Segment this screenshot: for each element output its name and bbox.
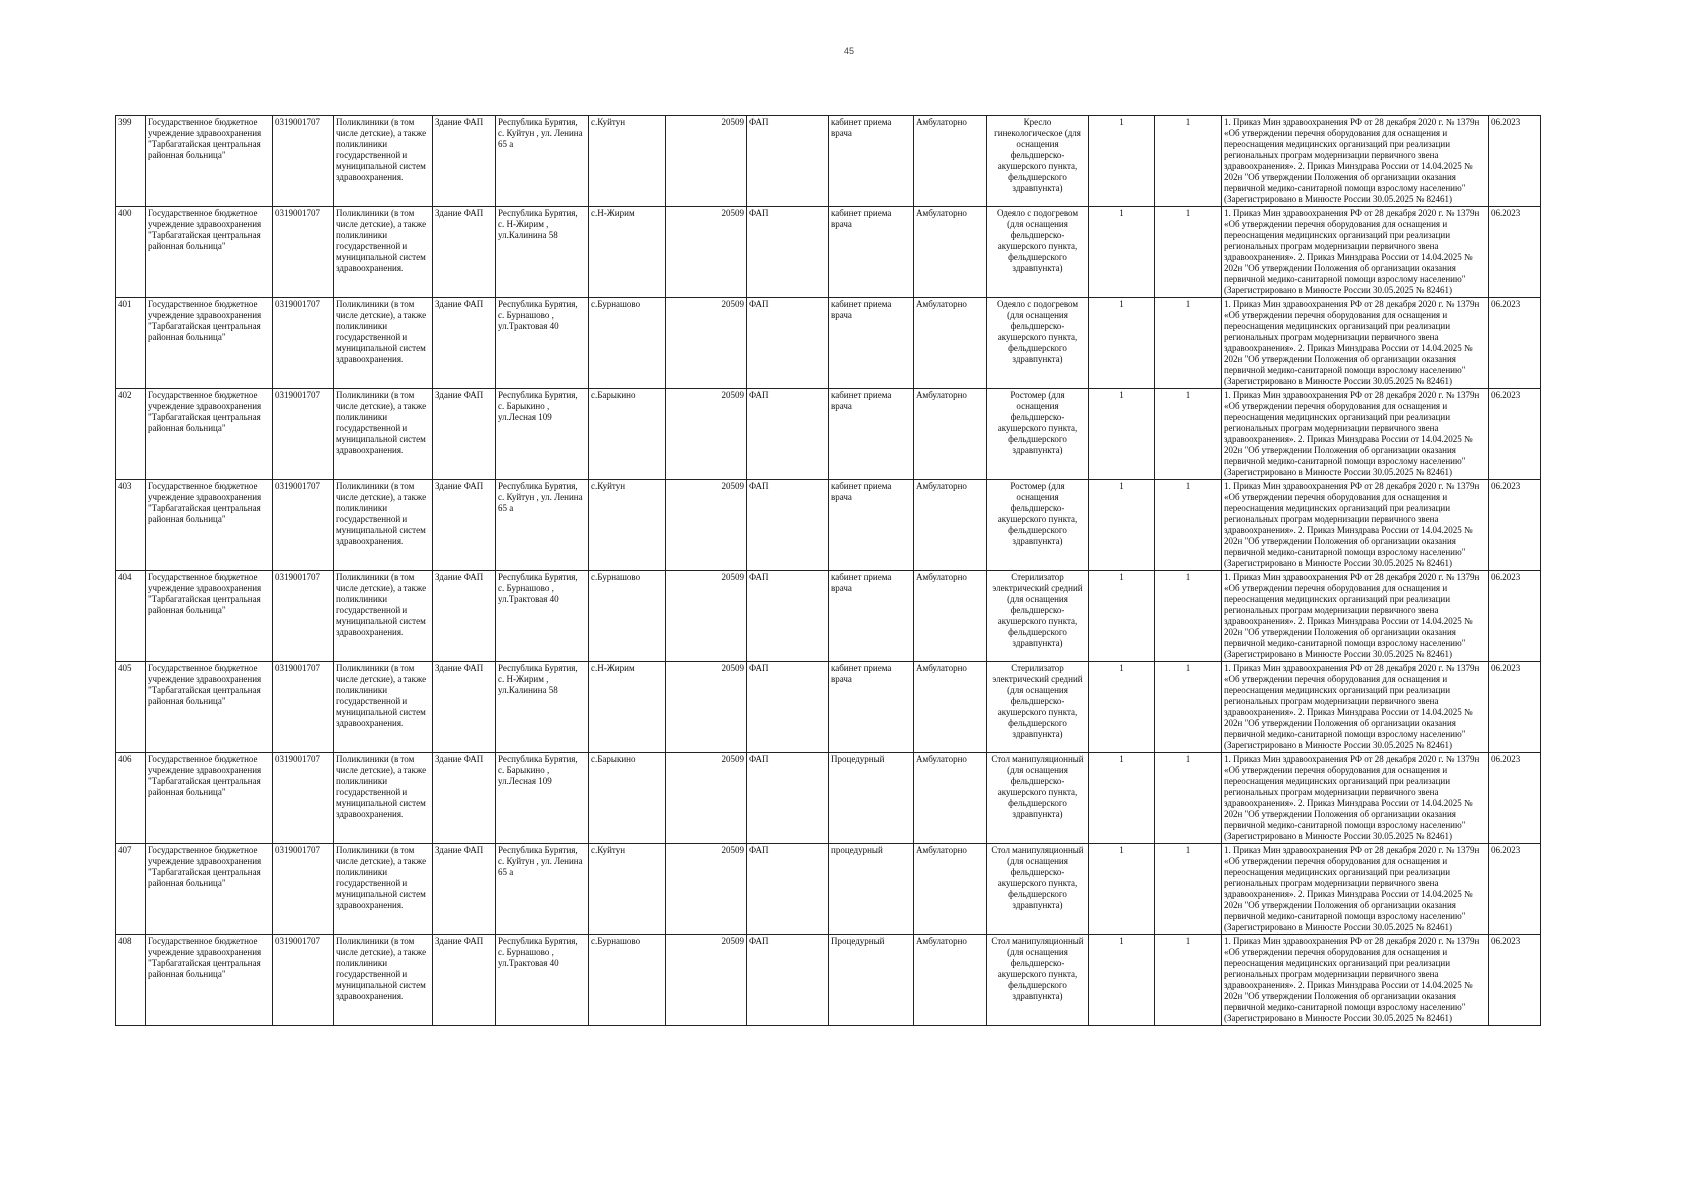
settlement-cell: с.Барыкино bbox=[589, 753, 666, 844]
row-number-cell: 408 bbox=[116, 935, 146, 1026]
fap-cell: ФАП bbox=[747, 935, 829, 1026]
facility-type-cell: Поликлиники (в том числе детские), а также поликлиники государственной и муниципальной систем здравоохранения. bbox=[334, 116, 433, 207]
equipment-cell: Стол манипуляционный (для оснащения фельдшерско-акушерского пункта, фельдшерского здравпункта) bbox=[987, 935, 1089, 1026]
address-cell: Республика Бурятия, с. Куйтун , ул. Ленина 65 а bbox=[496, 480, 589, 571]
row-number-cell: 401 bbox=[116, 298, 146, 389]
quantity-required-cell: 1 bbox=[1089, 662, 1155, 753]
row-number-cell: 399 bbox=[116, 116, 146, 207]
regulation-cell: 1. Приказ Мин здравоохранения РФ от 28 декабря 2020 г. № 1379н «Об утверждении перечня оборудования для оснащения и переоснащения медицинских организаций при реализации региональных програм модернизации первичного звена здравоохранения». 2. Приказ Минздрава России от 14.04.2025 № 202н "Об утверждении Положения об организации оказания первичной медико-санитарной помощи взрослому населению" (Зарегистрировано в Минюсте России 30.05.2025 № 82461) bbox=[1222, 753, 1489, 844]
fap-cell: ФАП bbox=[747, 207, 829, 298]
quantity-required-cell: 1 bbox=[1089, 935, 1155, 1026]
building-cell: Здание ФАП bbox=[433, 116, 496, 207]
care-mode-cell: Амбулаторно bbox=[914, 935, 987, 1026]
cabinet-cell: кабинет приема врача bbox=[829, 389, 914, 480]
quantity-required-cell: 1 bbox=[1089, 298, 1155, 389]
cabinet-cell: Процедурный bbox=[829, 935, 914, 1026]
quantity-required-cell: 1 bbox=[1089, 844, 1155, 935]
care-mode-cell: Амбулаторно bbox=[914, 298, 987, 389]
date-cell: 06.2023 bbox=[1489, 753, 1541, 844]
care-mode-cell: Амбулаторно bbox=[914, 753, 987, 844]
organization-cell: Государственное бюджетное учреждение здравоохранения "Тарбагатайская центральная районная больница" bbox=[146, 571, 273, 662]
inn-cell: 0319001707 bbox=[273, 389, 334, 480]
table-row bbox=[116, 298, 1541, 389]
care-mode-cell: Амбулаторно bbox=[914, 571, 987, 662]
inn-cell: 0319001707 bbox=[273, 207, 334, 298]
fap-cell: ФАП bbox=[747, 662, 829, 753]
regulation-cell: 1. Приказ Мин здравоохранения РФ от 28 декабря 2020 г. № 1379н «Об утверждении перечня оборудования для оснащения и переоснащения медицинских организаций при реализации региональных програм модернизации первичного звена здравоохранения». 2. Приказ Минздрава России от 14.04.2025 № 202н "Об утверждении Положения об организации оказания первичной медико-санитарной помощи взрослому населению" (Зарегистрировано в Минюсте России 30.05.2025 № 82461) bbox=[1222, 298, 1489, 389]
fap-cell: ФАП bbox=[747, 298, 829, 389]
organization-cell: Государственное бюджетное учреждение здравоохранения "Тарбагатайская центральная районная больница" bbox=[146, 753, 273, 844]
regulation-cell: 1. Приказ Мин здравоохранения РФ от 28 декабря 2020 г. № 1379н «Об утверждении перечня оборудования для оснащения и переоснащения медицинских организаций при реализации региональных програм модернизации первичного звена здравоохранения». 2. Приказ Минздрава России от 14.04.2025 № 202н "Об утверждении Положения об организации оказания первичной медико-санитарной помощи взрослому населению" (Зарегистрировано в Минюсте России 30.05.2025 № 82461) bbox=[1222, 480, 1489, 571]
date-cell: 06.2023 bbox=[1489, 207, 1541, 298]
quantity-required-cell: 1 bbox=[1089, 207, 1155, 298]
quantity-required-cell: 1 bbox=[1089, 753, 1155, 844]
address-cell: Республика Бурятия, с. Бурнашово , ул.Трактовая 40 bbox=[496, 935, 589, 1026]
quantity-available-cell: 1 bbox=[1155, 298, 1222, 389]
regulation-cell: 1. Приказ Мин здравоохранения РФ от 28 декабря 2020 г. № 1379н «Об утверждении перечня оборудования для оснащения и переоснащения медицинских организаций при реализации региональных програм модернизации первичного звена здравоохранения». 2. Приказ Минздрава России от 14.04.2025 № 202н "Об утверждении Положения об организации оказания первичной медико-санитарной помощи взрослому населению" (Зарегистрировано в Минюсте России 30.05.2025 № 82461) bbox=[1222, 207, 1489, 298]
inn-cell: 0319001707 bbox=[273, 935, 334, 1026]
regulation-cell: 1. Приказ Мин здравоохранения РФ от 28 декабря 2020 г. № 1379н «Об утверждении перечня оборудования для оснащения и переоснащения медицинских организаций при реализации региональных програм модернизации первичного звена здравоохранения». 2. Приказ Минздрава России от 14.04.2025 № 202н "Об утверждении Положения об организации оказания первичной медико-санитарной помощи взрослому населению" (Зарегистрировано в Минюсте России 30.05.2025 № 82461) bbox=[1222, 116, 1489, 207]
fap-cell: ФАП bbox=[747, 844, 829, 935]
building-cell: Здание ФАП bbox=[433, 571, 496, 662]
table-row bbox=[116, 389, 1541, 480]
table-row bbox=[116, 480, 1541, 571]
address-cell: Республика Бурятия, с. Н-Жирим , ул.Калинина 58 bbox=[496, 207, 589, 298]
building-cell: Здание ФАП bbox=[433, 753, 496, 844]
facility-type-cell: Поликлиники (в том числе детские), а также поликлиники государственной и муниципальной систем здравоохранения. bbox=[334, 935, 433, 1026]
settlement-cell: с.Куйтун bbox=[589, 480, 666, 571]
facility-type-cell: Поликлиники (в том числе детские), а также поликлиники государственной и муниципальной систем здравоохранения. bbox=[334, 298, 433, 389]
cabinet-cell: кабинет приема врача bbox=[829, 571, 914, 662]
address-cell: Республика Бурятия, с. Бурнашово , ул.Трактовая 40 bbox=[496, 298, 589, 389]
settlement-cell: с.Куйтун bbox=[589, 116, 666, 207]
equipment-cell: Стол манипуляционный (для оснащения фельдшерско-акушерского пункта, фельдшерского здравпункта) bbox=[987, 753, 1089, 844]
organization-cell: Государственное бюджетное учреждение здравоохранения "Тарбагатайская центральная районная больница" bbox=[146, 844, 273, 935]
row-number-cell: 407 bbox=[116, 844, 146, 935]
table-body bbox=[116, 116, 1541, 1026]
inn-cell: 0319001707 bbox=[273, 298, 334, 389]
quantity-available-cell: 1 bbox=[1155, 844, 1222, 935]
regulation-cell: 1. Приказ Мин здравоохранения РФ от 28 декабря 2020 г. № 1379н «Об утверждении перечня оборудования для оснащения и переоснащения медицинских организаций при реализации региональных програм модернизации первичного звена здравоохранения». 2. Приказ Минздрава России от 14.04.2025 № 202н "Об утверждении Положения об организации оказания первичной медико-санитарной помощи взрослому населению" (Зарегистрировано в Минюсте России 30.05.2025 № 82461) bbox=[1222, 389, 1489, 480]
facility-type-cell: Поликлиники (в том числе детские), а также поликлиники государственной и муниципальной систем здравоохранения. bbox=[334, 662, 433, 753]
cabinet-cell: кабинет приема врача bbox=[829, 207, 914, 298]
regulation-cell: 1. Приказ Мин здравоохранения РФ от 28 декабря 2020 г. № 1379н «Об утверждении перечня оборудования для оснащения и переоснащения медицинских организаций при реализации региональных програм модернизации первичного звена здравоохранения». 2. Приказ Минздрава России от 14.04.2025 № 202н "Об утверждении Положения об организации оказания первичной медико-санитарной помощи взрослому населению" (Зарегистрировано в Минюсте России 30.05.2025 № 82461) bbox=[1222, 844, 1489, 935]
cabinet-cell: процедурный bbox=[829, 844, 914, 935]
address-cell: Республика Бурятия, с. Барыкино , ул.Лесная 109 bbox=[496, 753, 589, 844]
fap-cell: ФАП bbox=[747, 571, 829, 662]
quantity-available-cell: 1 bbox=[1155, 116, 1222, 207]
organization-cell: Государственное бюджетное учреждение здравоохранения "Тарбагатайская центральная районная больница" bbox=[146, 480, 273, 571]
settlement-cell: с.Н-Жирим bbox=[589, 207, 666, 298]
code-cell: 20509 bbox=[666, 298, 747, 389]
quantity-required-cell: 1 bbox=[1089, 116, 1155, 207]
regulation-cell: 1. Приказ Мин здравоохранения РФ от 28 декабря 2020 г. № 1379н «Об утверждении перечня оборудования для оснащения и переоснащения медицинских организаций при реализации региональных програм модернизации первичного звена здравоохранения». 2. Приказ Минздрава России от 14.04.2025 № 202н "Об утверждении Положения об организации оказания первичной медико-санитарной помощи взрослому населению" (Зарегистрировано в Минюсте России 30.05.2025 № 82461) bbox=[1222, 662, 1489, 753]
equipment-cell: Стол манипуляционный (для оснащения фельдшерско-акушерского пункта, фельдшерского здравпункта) bbox=[987, 844, 1089, 935]
care-mode-cell: Амбулаторно bbox=[914, 662, 987, 753]
table-row bbox=[116, 116, 1541, 207]
inn-cell: 0319001707 bbox=[273, 844, 334, 935]
cabinet-cell: кабинет приема врача bbox=[829, 116, 914, 207]
fap-cell: ФАП bbox=[747, 753, 829, 844]
building-cell: Здание ФАП bbox=[433, 207, 496, 298]
address-cell: Республика Бурятия, с. Бурнашово , ул.Трактовая 40 bbox=[496, 571, 589, 662]
building-cell: Здание ФАП bbox=[433, 662, 496, 753]
quantity-required-cell: 1 bbox=[1089, 480, 1155, 571]
facility-type-cell: Поликлиники (в том числе детские), а также поликлиники государственной и муниципальной систем здравоохранения. bbox=[334, 207, 433, 298]
code-cell: 20509 bbox=[666, 844, 747, 935]
quantity-available-cell: 1 bbox=[1155, 389, 1222, 480]
facility-type-cell: Поликлиники (в том числе детские), а также поликлиники государственной и муниципальной систем здравоохранения. bbox=[334, 389, 433, 480]
row-number-cell: 403 bbox=[116, 480, 146, 571]
inn-cell: 0319001707 bbox=[273, 116, 334, 207]
settlement-cell: с.Бурнашово bbox=[589, 571, 666, 662]
facility-type-cell: Поликлиники (в том числе детские), а также поликлиники государственной и муниципальной систем здравоохранения. bbox=[334, 571, 433, 662]
building-cell: Здание ФАП bbox=[433, 298, 496, 389]
date-cell: 06.2023 bbox=[1489, 662, 1541, 753]
date-cell: 06.2023 bbox=[1489, 571, 1541, 662]
row-number-cell: 400 bbox=[116, 207, 146, 298]
equipment-cell: Одеяло с подогревом (для оснащения фельдшерско-акушерского пункта, фельдшерского здравпункта) bbox=[987, 207, 1089, 298]
quantity-available-cell: 1 bbox=[1155, 571, 1222, 662]
date-cell: 06.2023 bbox=[1489, 389, 1541, 480]
address-cell: Республика Бурятия, с. Н-Жирим , ул.Калинина 58 bbox=[496, 662, 589, 753]
fap-cell: ФАП bbox=[747, 116, 829, 207]
facility-type-cell: Поликлиники (в том числе детские), а также поликлиники государственной и муниципальной систем здравоохранения. bbox=[334, 480, 433, 571]
table-row bbox=[116, 844, 1541, 935]
table-row bbox=[116, 662, 1541, 753]
building-cell: Здание ФАП bbox=[433, 480, 496, 571]
code-cell: 20509 bbox=[666, 207, 747, 298]
table-row bbox=[116, 753, 1541, 844]
quantity-available-cell: 1 bbox=[1155, 935, 1222, 1026]
quantity-available-cell: 1 bbox=[1155, 480, 1222, 571]
care-mode-cell: Амбулаторно bbox=[914, 844, 987, 935]
date-cell: 06.2023 bbox=[1489, 844, 1541, 935]
settlement-cell: с.Бурнашово bbox=[589, 298, 666, 389]
regulation-cell: 1. Приказ Мин здравоохранения РФ от 28 декабря 2020 г. № 1379н «Об утверждении перечня оборудования для оснащения и переоснащения медицинских организаций при реализации региональных програм модернизации первичного звена здравоохранения». 2. Приказ Минздрава России от 14.04.2025 № 202н "Об утверждении Положения об организации оказания первичной медико-санитарной помощи взрослому населению" (Зарегистрировано в Минюсте России 30.05.2025 № 82461) bbox=[1222, 571, 1489, 662]
quantity-required-cell: 1 bbox=[1089, 571, 1155, 662]
table-row bbox=[116, 571, 1541, 662]
settlement-cell: с.Барыкино bbox=[589, 389, 666, 480]
code-cell: 20509 bbox=[666, 116, 747, 207]
organization-cell: Государственное бюджетное учреждение здравоохранения "Тарбагатайская центральная районная больница" bbox=[146, 298, 273, 389]
equipment-cell: Стерилизатор электрический средний (для оснащения фельдшерско-акушерского пункта, фельдшерского здравпункта) bbox=[987, 571, 1089, 662]
organization-cell: Государственное бюджетное учреждение здравоохранения "Тарбагатайская центральная районная больница" bbox=[146, 935, 273, 1026]
equipment-cell: Ростомер (для оснащения фельдшерско-акушерского пункта, фельдшерского здравпункта) bbox=[987, 389, 1089, 480]
organization-cell: Государственное бюджетное учреждение здравоохранения "Тарбагатайская центральная районная больница" bbox=[146, 389, 273, 480]
organization-cell: Государственное бюджетное учреждение здравоохранения "Тарбагатайская центральная районная больница" bbox=[146, 207, 273, 298]
settlement-cell: с.Н-Жирим bbox=[589, 662, 666, 753]
table-row bbox=[116, 207, 1541, 298]
facility-type-cell: Поликлиники (в том числе детские), а также поликлиники государственной и муниципальной систем здравоохранения. bbox=[334, 844, 433, 935]
code-cell: 20509 bbox=[666, 662, 747, 753]
row-number-cell: 402 bbox=[116, 389, 146, 480]
address-cell: Республика Бурятия, с. Барыкино , ул.Лесная 109 bbox=[496, 389, 589, 480]
organization-cell: Государственное бюджетное учреждение здравоохранения "Тарбагатайская центральная районная больница" bbox=[146, 662, 273, 753]
inn-cell: 0319001707 bbox=[273, 662, 334, 753]
inn-cell: 0319001707 bbox=[273, 480, 334, 571]
quantity-available-cell: 1 bbox=[1155, 207, 1222, 298]
care-mode-cell: Амбулаторно bbox=[914, 389, 987, 480]
row-number-cell: 404 bbox=[116, 571, 146, 662]
settlement-cell: с.Бурнашово bbox=[589, 935, 666, 1026]
facility-type-cell: Поликлиники (в том числе детские), а также поликлиники государственной и муниципальной систем здравоохранения. bbox=[334, 753, 433, 844]
cabinet-cell: кабинет приема врача bbox=[829, 480, 914, 571]
fap-cell: ФАП bbox=[747, 480, 829, 571]
code-cell: 20509 bbox=[666, 480, 747, 571]
quantity-available-cell: 1 bbox=[1155, 753, 1222, 844]
equipment-cell: Ростомер (для оснащения фельдшерско-акушерского пункта, фельдшерского здравпункта) bbox=[987, 480, 1089, 571]
page-number: 45 bbox=[843, 46, 854, 56]
care-mode-cell: Амбулаторно bbox=[914, 116, 987, 207]
organization-cell: Государственное бюджетное учреждение здравоохранения "Тарбагатайская центральная районная больница" bbox=[146, 116, 273, 207]
code-cell: 20509 bbox=[666, 935, 747, 1026]
code-cell: 20509 bbox=[666, 389, 747, 480]
address-cell: Республика Бурятия, с. Куйтун , ул. Ленина 65 а bbox=[496, 844, 589, 935]
regulation-cell: 1. Приказ Мин здравоохранения РФ от 28 декабря 2020 г. № 1379н «Об утверждении перечня оборудования для оснащения и переоснащения медицинских организаций при реализации региональных програм модернизации первичного звена здравоохранения». 2. Приказ Минздрава России от 14.04.2025 № 202н "Об утверждении Положения об организации оказания первичной медико-санитарной помощи взрослому населению" (Зарегистрировано в Минюсте России 30.05.2025 № 82461) bbox=[1222, 935, 1489, 1026]
date-cell: 06.2023 bbox=[1489, 116, 1541, 207]
quantity-available-cell: 1 bbox=[1155, 662, 1222, 753]
quantity-required-cell: 1 bbox=[1089, 389, 1155, 480]
building-cell: Здание ФАП bbox=[433, 389, 496, 480]
care-mode-cell: Амбулаторно bbox=[914, 480, 987, 571]
date-cell: 06.2023 bbox=[1489, 935, 1541, 1026]
date-cell: 06.2023 bbox=[1489, 298, 1541, 389]
settlement-cell: с.Куйтун bbox=[589, 844, 666, 935]
cabinet-cell: кабинет приема врача bbox=[829, 662, 914, 753]
cabinet-cell: кабинет приема врача bbox=[829, 298, 914, 389]
care-mode-cell: Амбулаторно bbox=[914, 207, 987, 298]
fap-cell: ФАП bbox=[747, 389, 829, 480]
equipment-cell: Кресло гинекологическое (для оснащения фельдшерско-акушерского пункта, фельдшерского здравпункта) bbox=[987, 116, 1089, 207]
code-cell: 20509 bbox=[666, 753, 747, 844]
equipment-cell: Одеяло с подогревом (для оснащения фельдшерско-акушерского пункта, фельдшерского здравпункта) bbox=[987, 298, 1089, 389]
inn-cell: 0319001707 bbox=[273, 753, 334, 844]
code-cell: 20509 bbox=[666, 571, 747, 662]
cabinet-cell: Процедурный bbox=[829, 753, 914, 844]
date-cell: 06.2023 bbox=[1489, 480, 1541, 571]
inn-cell: 0319001707 bbox=[273, 571, 334, 662]
address-cell: Республика Бурятия, с. Куйтун , ул. Ленина 65 а bbox=[496, 116, 589, 207]
equipment-table bbox=[115, 115, 1541, 1026]
building-cell: Здание ФАП bbox=[433, 935, 496, 1026]
row-number-cell: 405 bbox=[116, 662, 146, 753]
building-cell: Здание ФАП bbox=[433, 844, 496, 935]
equipment-cell: Стерилизатор электрический средний (для оснащения фельдшерско-акушерского пункта, фельдшерского здравпункта) bbox=[987, 662, 1089, 753]
table-row bbox=[116, 935, 1541, 1026]
row-number-cell: 406 bbox=[116, 753, 146, 844]
